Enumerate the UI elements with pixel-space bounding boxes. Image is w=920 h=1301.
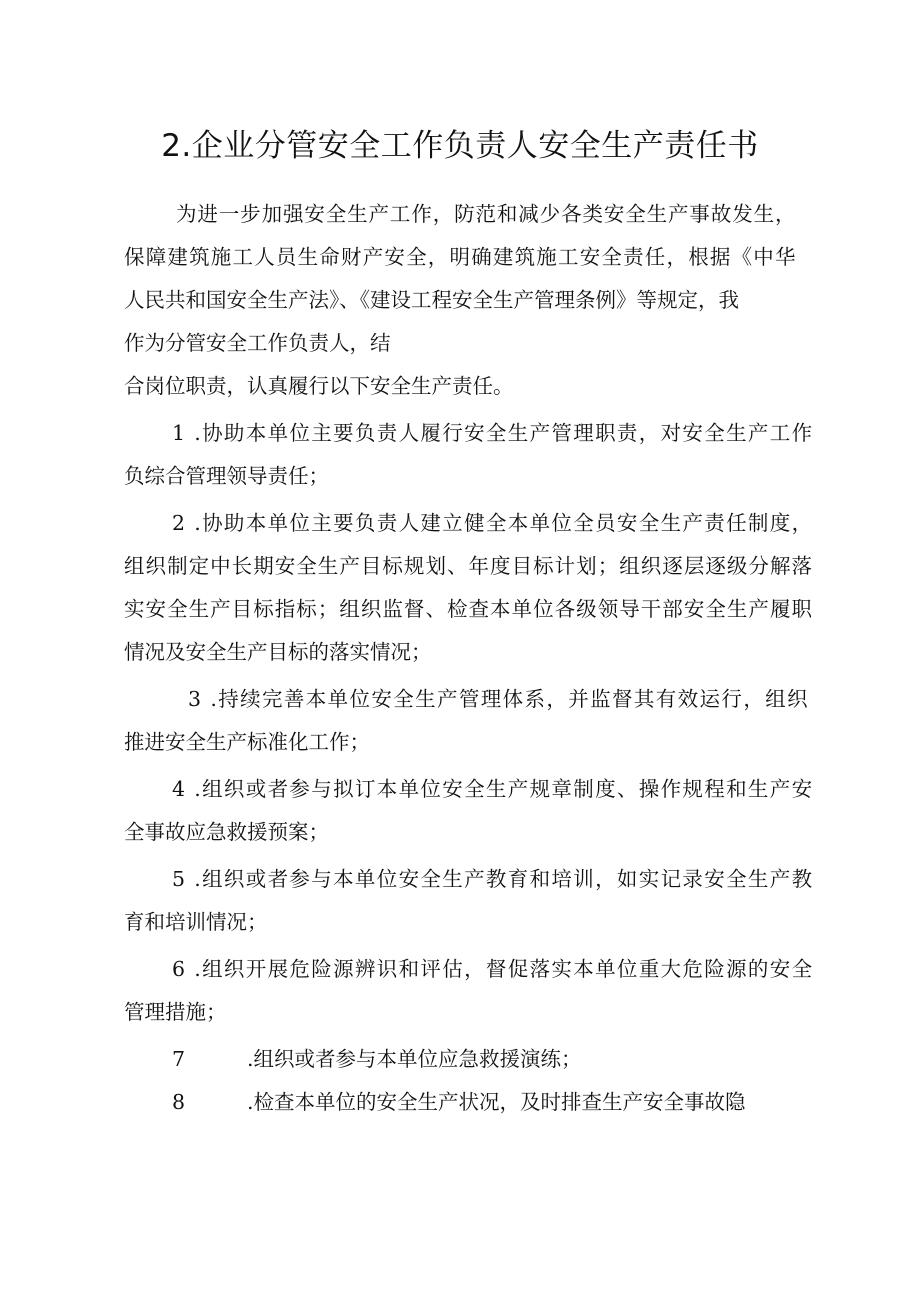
item-8-text: .检查本单位的安全生产状况，及时排查生产安全事故隐 xyxy=(247,1090,746,1114)
item-1-line-2: 负综合管理领导责任； xyxy=(124,464,329,488)
item-2-line-1: 2 .协助本单位主要负责人建立健全本单位全员安全生产责任制度， xyxy=(172,511,814,535)
intro-line-1: 为进一步加强安全生产工作，防范和减少各类安全生产事故发生， xyxy=(176,202,797,226)
item-6-line-2: 管理措施； xyxy=(124,1000,227,1024)
item-3-line-1: 3 .持续完善本单位安全生产管理体系，并监督其有效运行，组织 xyxy=(188,687,809,711)
intro-line-4: 作为分管安全工作负责人，结 xyxy=(124,331,391,355)
item-4-line-1: 4 .组织或者参与拟订本单位安全生产规章制度、操作规程和生产安 xyxy=(172,777,814,801)
item-5-line-1: 5 .组织或者参与本单位安全生产教育和培训，如实记录安全生产教 xyxy=(172,867,814,891)
intro-line-2: 保障建筑施工人员生命财产安全，明确建筑施工安全责任，根据《中华 xyxy=(124,245,797,269)
item-2-line-2: 组织制定中长期安全生产目标规划、年度目标计划；组织逐层逐级分解落 xyxy=(124,554,814,578)
item-8-number: 8 xyxy=(172,1090,186,1114)
item-7-number: 7 xyxy=(172,1047,186,1071)
item-4-line-2: 全事故应急救援预案； xyxy=(124,820,329,844)
item-1-line-1: 1 .协助本单位主要负责人履行安全生产管理职责，对安全生产工作 xyxy=(172,421,814,445)
document-title: 2.企业分管安全工作负责人安全生产责任书 xyxy=(161,128,759,164)
item-6-line-1: 6 .组织开展危险源辨识和评估，督促落实本单位重大危险源的安全 xyxy=(172,957,814,981)
item-2-line-4: 情况及安全生产目标的落实情况； xyxy=(124,640,432,664)
item-2-line-3: 实安全生产目标指标；组织监督、检查本单位各级领导干部安全生产履职 xyxy=(124,597,814,621)
intro-line-3: 人民共和国安全生产法》、《建设工程安全生产管理条例》等规定，我 xyxy=(124,288,739,312)
item-3-line-2: 推进安全生产标准化工作； xyxy=(124,730,370,754)
intro-line-5: 合岗位职责，认真履行以下安全生产责任。 xyxy=(124,374,514,398)
item-5-line-2: 育和培训情况； xyxy=(124,910,268,934)
item-7-text: .组织或者参与本单位应急救援演练； xyxy=(247,1047,582,1071)
